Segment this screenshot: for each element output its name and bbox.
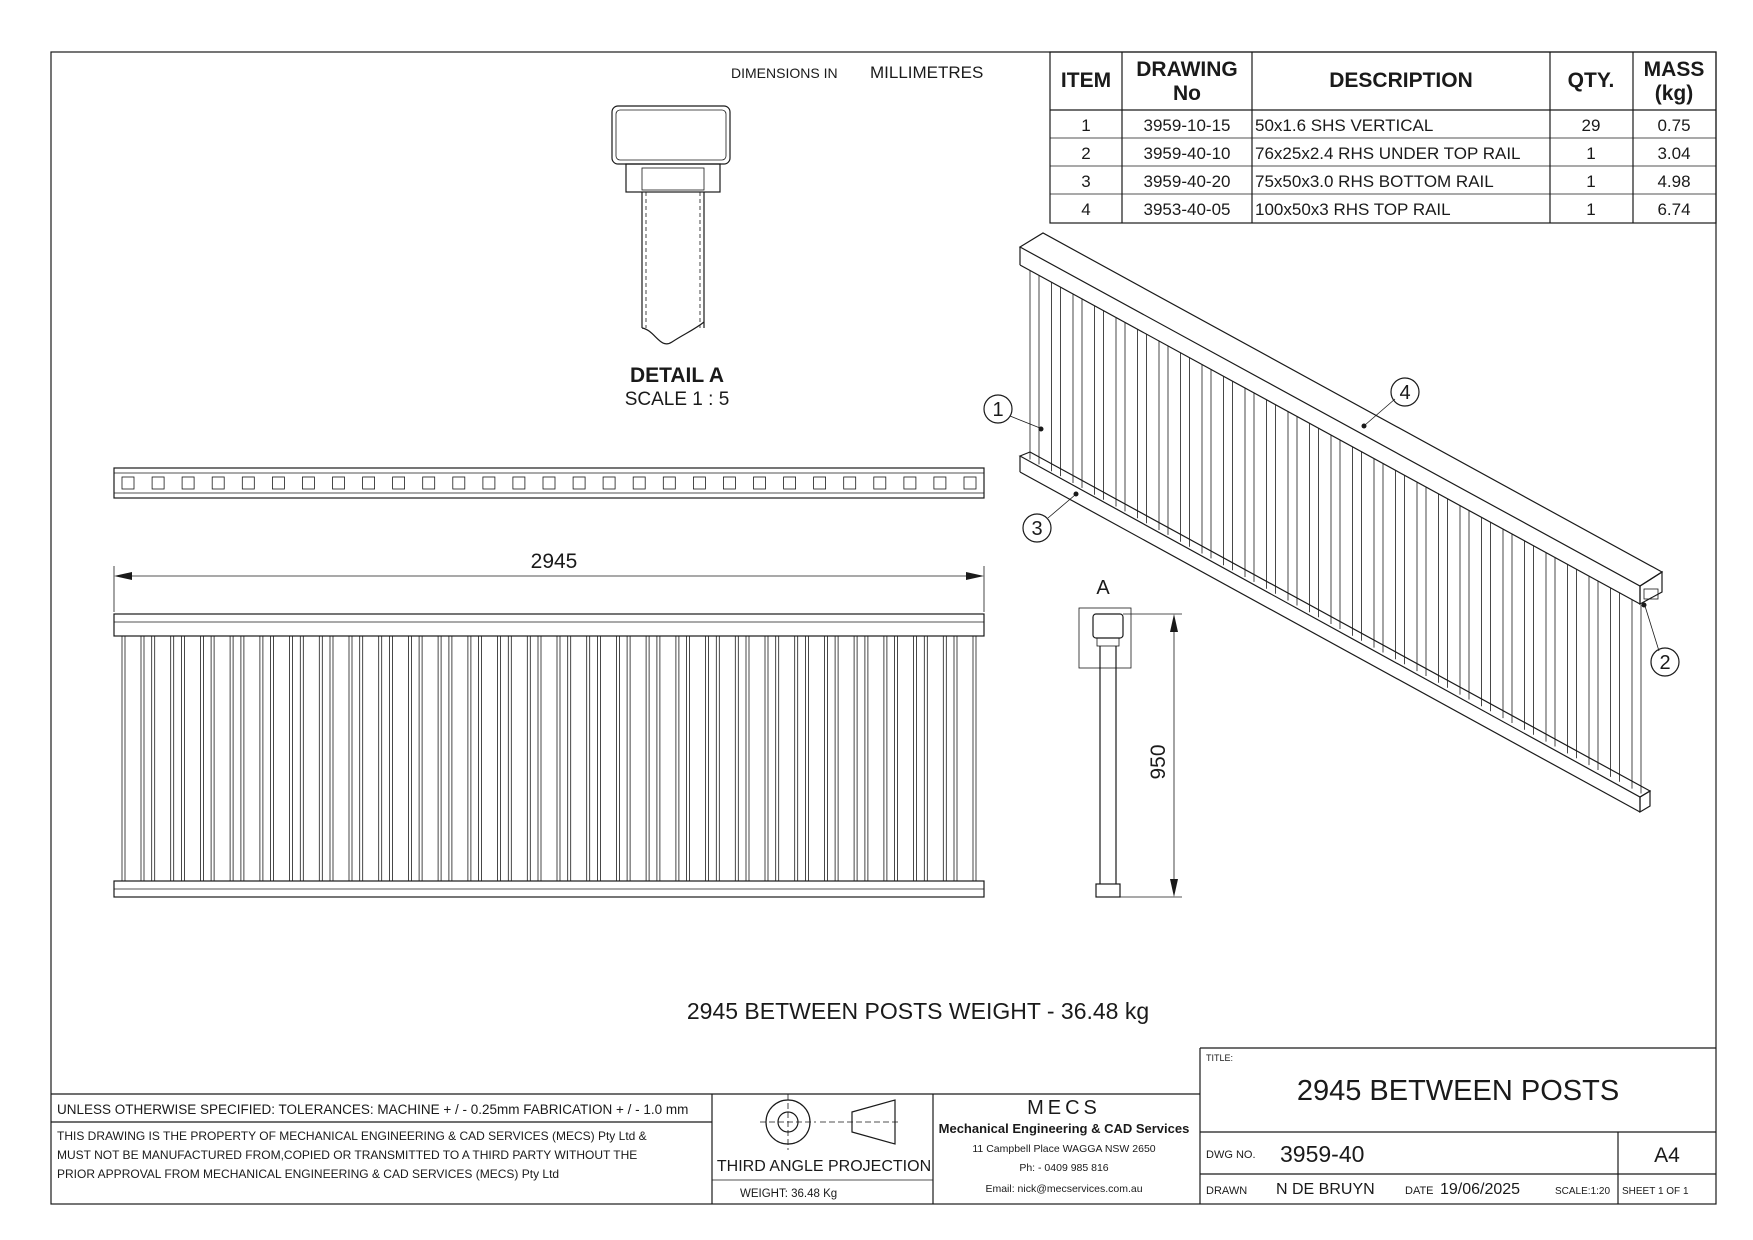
balloon-2	[1642, 603, 1680, 677]
projection-label: THIRD ANGLE PROJECTION	[716, 1158, 932, 1175]
plan-post-section	[212, 477, 224, 489]
tolerances-note: UNLESS OTHERWISE SPECIFIED: TOLERANCES: MACHINE + / - 0.25mm FABRICATION + / - 1.0 mm	[57, 1102, 689, 1117]
plan-post-section	[754, 477, 766, 489]
drawn-by: N DE BRUYN	[1276, 1181, 1375, 1198]
plan-post-section	[272, 477, 284, 489]
plan-post-section	[904, 477, 916, 489]
plan-post-section	[122, 477, 134, 489]
elevation-post	[568, 636, 590, 881]
elevation-post	[271, 636, 293, 881]
plan-post-section	[483, 477, 495, 489]
vertical-post-section-row	[122, 477, 976, 489]
bom-cell-mass: 0.75	[1657, 116, 1691, 135]
dwg-no-label: DWG NO.	[1206, 1149, 1256, 1161]
isometric-post	[1159, 341, 1168, 535]
bom-cell-qty: 1	[1586, 144, 1596, 163]
plan-post-section	[242, 477, 254, 489]
elevation-post	[479, 636, 501, 881]
plan-post-section	[874, 477, 886, 489]
isometric-post	[1224, 376, 1233, 570]
bom-cell-mass: 6.74	[1657, 200, 1691, 219]
balloon-1-label: 1	[992, 399, 1004, 421]
balloon-4	[1362, 378, 1420, 429]
balloon-2-label: 2	[1659, 652, 1671, 674]
elevation-post	[360, 636, 382, 881]
plan-post-section	[513, 477, 525, 489]
elevation-post	[776, 636, 798, 881]
isometric-post	[1245, 388, 1254, 582]
bom-row	[1081, 116, 1690, 135]
company-address: 11 Campbell Place WAGGA NSW 2650	[972, 1143, 1156, 1155]
sheet-border	[51, 52, 1716, 1204]
isometric-post	[1267, 400, 1276, 594]
dimensions-label: DIMENSIONS IN	[731, 65, 838, 81]
elevation-post	[181, 636, 203, 881]
bom-row	[1081, 144, 1690, 163]
isometric-post	[1568, 564, 1577, 758]
elevation-post	[835, 636, 857, 881]
plan-post-section	[363, 477, 375, 489]
plan-post-section	[302, 477, 314, 489]
bom-cell-item: 4	[1081, 200, 1091, 219]
title-label: TITLE:	[1206, 1053, 1234, 1063]
bom-header-drawing-line1: DRAWING	[1136, 58, 1238, 81]
elevation-post	[241, 636, 263, 881]
property-note-line1: THIS DRAWING IS THE PROPERTY OF MECHANICAL ENGINEERING & CAD SERVICES (MECS) Pty Ltd &	[57, 1129, 647, 1143]
elevation-post	[895, 636, 917, 881]
elevation-post	[538, 636, 560, 881]
isometric-post	[1116, 318, 1125, 512]
plan-post-section	[844, 477, 856, 489]
bom-cell-description: 76x25x2.4 RHS UNDER TOP RAIL	[1255, 144, 1521, 163]
plan-post-section	[784, 477, 796, 489]
bom-cell-qty: 29	[1581, 116, 1601, 135]
elevation-post	[389, 636, 411, 881]
bom-row	[1081, 200, 1690, 219]
balloon-3-label: 3	[1031, 518, 1043, 540]
bom-header-qty: QTY.	[1567, 69, 1615, 92]
scale-value: SCALE:1:20	[1555, 1186, 1611, 1197]
bom-cell-drawing: 3959-40-20	[1143, 172, 1231, 191]
bom-cell-description: 75x50x3.0 RHS BOTTOM RAIL	[1255, 172, 1494, 191]
detail-a-title: DETAIL A	[629, 364, 725, 387]
elevation-post	[597, 636, 619, 881]
elevation-post	[865, 636, 887, 881]
bom-cell-item: 2	[1081, 144, 1091, 163]
detail-a-scale: SCALE 1 : 5	[624, 389, 730, 410]
side-view-a	[1079, 577, 1182, 897]
isometric-post	[1202, 365, 1211, 559]
company-name: Mechanical Engineering & CAD Services	[938, 1121, 1190, 1136]
height-dimension-value: 950	[1147, 744, 1170, 780]
elevation-post	[300, 636, 322, 881]
elevation-post	[657, 636, 679, 881]
isometric-post	[1374, 459, 1383, 653]
isometric-post	[1288, 412, 1297, 606]
plan-post-section	[182, 477, 194, 489]
balloon-4-label: 4	[1399, 382, 1411, 404]
elevation-post	[716, 636, 738, 881]
plan-post-section	[814, 477, 826, 489]
isometric-post	[1482, 517, 1491, 711]
elevation-post	[805, 636, 827, 881]
plan-post-section	[423, 477, 435, 489]
weight-note: 2945 BETWEEN POSTS WEIGHT - 36.48 kg	[686, 998, 1150, 1024]
bom-cell-item: 3	[1081, 172, 1091, 191]
property-note-line3: PRIOR APPROVAL FROM MECHANICAL ENGINEERING & CAD SERVICES (MECS) Pty Ltd	[57, 1167, 560, 1181]
isometric-post	[1095, 306, 1104, 500]
isometric-post	[1589, 576, 1598, 770]
length-dimension-value: 2945	[530, 550, 578, 573]
isometric-post	[1073, 294, 1082, 488]
elevation-post	[627, 636, 649, 881]
bom-header-mass-line2: (kg)	[1654, 82, 1694, 105]
isometric-post	[1503, 529, 1512, 723]
plan-post-section	[573, 477, 585, 489]
bom-cell-item: 1	[1081, 116, 1091, 135]
bom-row	[1081, 172, 1690, 191]
date-label: DATE	[1405, 1185, 1434, 1197]
isometric-post	[1353, 447, 1362, 641]
isometric-post	[1417, 482, 1426, 676]
bom-cell-description: 50x1.6 SHS VERTICAL	[1255, 116, 1434, 135]
plan-post-section	[543, 477, 555, 489]
plan-post-section	[603, 477, 615, 489]
isometric-post	[1181, 353, 1190, 547]
plan-post-section	[152, 477, 164, 489]
detail-a-view	[612, 106, 730, 344]
sheet-number: SHEET 1 OF 1	[1622, 1186, 1689, 1197]
isometric-post	[1632, 600, 1641, 794]
company-logo: MECS	[1027, 1097, 1101, 1119]
title-block	[51, 1048, 1716, 1204]
bom-header-item: ITEM	[1060, 69, 1112, 92]
date-value: 19/06/2025	[1440, 1181, 1521, 1198]
bom-cell-mass: 3.04	[1657, 144, 1691, 163]
isometric-vertical-posts	[1030, 271, 1641, 794]
bom-cell-drawing: 3953-40-05	[1143, 200, 1231, 219]
bom-cell-drawing: 3959-40-10	[1143, 144, 1231, 163]
plan-post-section	[723, 477, 735, 489]
plan-post-section	[633, 477, 645, 489]
isometric-post	[1310, 423, 1319, 617]
top-plan-view	[114, 468, 984, 498]
company-phone: Ph: - 0409 985 816	[1019, 1162, 1109, 1174]
isometric-post	[1052, 282, 1061, 476]
plan-post-section	[453, 477, 465, 489]
title-block-weight: WEIGHT: 36.48 Kg	[740, 1188, 838, 1200]
plan-post-section	[663, 477, 675, 489]
isometric-post	[1439, 494, 1448, 688]
isometric-post	[1546, 553, 1555, 747]
plan-post-section	[333, 477, 345, 489]
dimensions-unit: MILLIMETRES	[870, 63, 984, 82]
elevation-post	[211, 636, 233, 881]
bom-cell-drawing: 3959-10-15	[1143, 116, 1231, 135]
isometric-post	[1525, 541, 1534, 735]
bom-cell-description: 100x50x3 RHS TOP RAIL	[1255, 200, 1451, 219]
property-note-line2: MUST NOT BE MANUFACTURED FROM,COPIED OR TRANSMITTED TO A THIRD PARTY WITHOUT THE	[57, 1148, 638, 1162]
elevation-post	[419, 636, 441, 881]
plan-post-section	[934, 477, 946, 489]
elevation-vertical-posts	[122, 636, 976, 881]
third-angle-projection-icon	[760, 1094, 900, 1150]
elevation-post	[152, 636, 174, 881]
elevation-post	[449, 636, 471, 881]
elevation-post	[508, 636, 530, 881]
elevation-post	[687, 636, 709, 881]
bom-table	[1050, 52, 1716, 223]
plan-post-section	[693, 477, 705, 489]
isometric-post	[1030, 271, 1039, 465]
bom-header-drawing-line2: No	[1173, 82, 1201, 105]
elevation-post	[954, 636, 976, 881]
isometric-post	[1460, 506, 1469, 700]
drawn-label: DRAWN	[1206, 1185, 1248, 1197]
isometric-post	[1396, 470, 1405, 664]
company-email: Email: nick@mecservices.com.au	[985, 1183, 1143, 1195]
bom-cell-qty: 1	[1586, 172, 1596, 191]
isometric-post	[1331, 435, 1340, 629]
bom-cell-qty: 1	[1586, 200, 1596, 219]
bom-header-mass-line1: MASS	[1643, 58, 1705, 81]
dwg-no-value: 3959-40	[1280, 1141, 1365, 1167]
elevation-post	[330, 636, 352, 881]
sheet-size: A4	[1654, 1144, 1680, 1167]
bom-header-description: DESCRIPTION	[1329, 69, 1473, 92]
elevation-post	[924, 636, 946, 881]
plan-post-section	[393, 477, 405, 489]
balloon-3	[1023, 492, 1079, 543]
isometric-post	[1138, 329, 1147, 523]
isometric-post	[1611, 588, 1620, 782]
elevation-top-rail	[114, 614, 984, 636]
elevation-post	[122, 636, 144, 881]
side-view-label: A	[1096, 577, 1110, 599]
front-elevation-view	[114, 550, 984, 897]
bom-cell-mass: 4.98	[1657, 172, 1691, 191]
drawing-title: 2945 BETWEEN POSTS	[1296, 1075, 1620, 1107]
balloon-1	[984, 395, 1044, 432]
elevation-post	[746, 636, 768, 881]
plan-post-section	[964, 477, 976, 489]
